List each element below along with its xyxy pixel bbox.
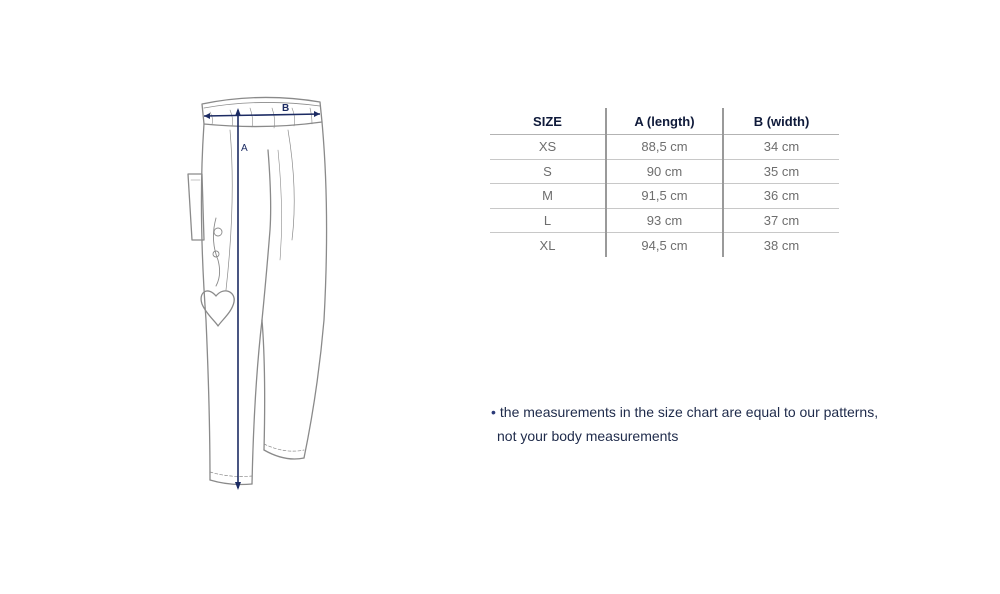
table-header-row [490,108,839,135]
table-row [490,135,839,160]
cell-size: M [490,184,606,209]
cell-width: 38 cm [723,233,839,257]
pants-illustration [180,90,350,500]
cell-length: 91,5 cm [606,184,723,209]
cell-length: 88,5 cm [606,135,723,160]
cell-size: L [490,208,606,233]
measurement-note [491,400,878,448]
header-width: B (width) [723,108,839,135]
cell-size: XL [539,237,556,253]
right-hem [264,450,304,459]
note-line-2: not your body measurements [497,428,679,444]
size-chart-table [490,108,839,257]
header-size: SIZE [490,108,606,135]
cell-length: 90 cm [606,159,723,184]
cell-width: 36 cm [723,184,839,209]
cell-size: XS [490,135,606,160]
header-length: A (length) [606,108,723,135]
table-row [490,184,839,209]
table-row [490,208,839,233]
cell-size: S [490,159,606,184]
waistband [202,97,322,126]
cell-width: 35 cm [723,159,839,184]
measure-b-line [204,114,320,116]
bullet-point: • [491,404,496,420]
cell-width: 37 cm [723,208,839,233]
table-row [490,233,839,257]
note-line-1: the measurements in the size chart are equal to our patterns, [499,404,879,420]
measure-b-label: B [282,103,290,114]
measure-a-label: A [241,143,248,154]
cell-length: 94,5 cm [606,233,723,257]
cell-width: 34 cm [723,135,839,160]
table-row [490,159,839,184]
right-seam [304,122,327,458]
cell-length: 93 cm [606,208,723,233]
left-hem [210,480,252,485]
